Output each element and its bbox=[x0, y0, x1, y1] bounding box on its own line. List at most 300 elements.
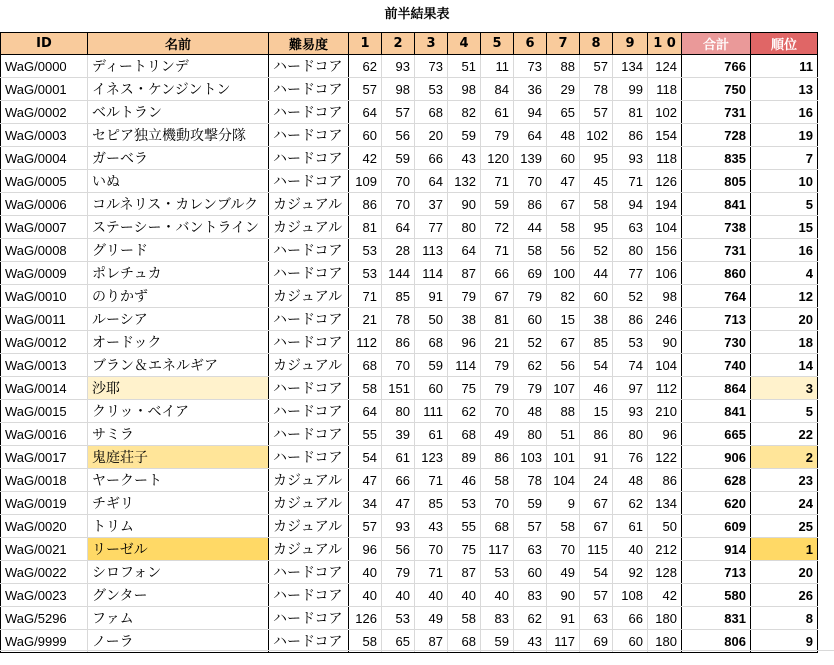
cell-score-round-5[interactable]: 72 bbox=[481, 216, 514, 239]
cell-score-round-2[interactable]: 56 bbox=[382, 538, 415, 561]
cell-score-round-4[interactable]: 58 bbox=[448, 607, 481, 630]
header-round-9[interactable]: 9 bbox=[613, 33, 648, 55]
cell-score-round-5[interactable]: 53 bbox=[481, 561, 514, 584]
cell-score-round-8[interactable]: 78 bbox=[580, 78, 613, 101]
header-round-4[interactable]: 4 bbox=[448, 33, 481, 55]
cell-score-round-5[interactable]: 61 bbox=[481, 101, 514, 124]
cell-name[interactable]: ステーシー・バントライン bbox=[88, 216, 269, 239]
cell-score-round-3[interactable]: 73 bbox=[415, 55, 448, 78]
cell-id[interactable]: WaG/0021 bbox=[1, 538, 88, 561]
cell-score-round-2[interactable]: 57 bbox=[382, 101, 415, 124]
cell-id[interactable]: WaG/0001 bbox=[1, 78, 88, 101]
header-round-6[interactable]: 6 bbox=[514, 33, 547, 55]
cell-total[interactable]: 805 bbox=[682, 170, 751, 193]
cell-rank[interactable]: 1 bbox=[751, 538, 818, 561]
cell-score-round-8[interactable]: 57 bbox=[580, 101, 613, 124]
cell-score-round-9[interactable]: 77 bbox=[613, 262, 648, 285]
cell-score-round-5[interactable]: 86 bbox=[481, 446, 514, 469]
cell-score-round-4[interactable]: 59 bbox=[448, 124, 481, 147]
cell-rank[interactable]: 15 bbox=[751, 216, 818, 239]
cell-id[interactable]: WaG/9999 bbox=[1, 630, 88, 653]
cell-total[interactable]: 764 bbox=[682, 285, 751, 308]
cell-score-round-5[interactable]: 71 bbox=[481, 239, 514, 262]
cell-total[interactable]: 914 bbox=[682, 538, 751, 561]
cell-score-round-6[interactable]: 73 bbox=[514, 55, 547, 78]
cell-score-round-3[interactable]: 123 bbox=[415, 446, 448, 469]
cell-difficulty[interactable]: ハードコア bbox=[269, 262, 349, 285]
cell-total[interactable]: 731 bbox=[682, 239, 751, 262]
cell-difficulty[interactable]: ハードコア bbox=[269, 308, 349, 331]
cell-score-round-1[interactable]: 112 bbox=[349, 331, 382, 354]
cell-score-round-9[interactable]: 97 bbox=[613, 377, 648, 400]
cell-score-round-10[interactable]: 210 bbox=[648, 400, 682, 423]
cell-score-round-10[interactable]: 128 bbox=[648, 561, 682, 584]
cell-score-round-3[interactable]: 71 bbox=[415, 561, 448, 584]
cell-score-round-5[interactable]: 58 bbox=[481, 469, 514, 492]
cell-total[interactable]: 609 bbox=[682, 515, 751, 538]
cell-rank[interactable]: 8 bbox=[751, 607, 818, 630]
cell-rank[interactable]: 22 bbox=[751, 423, 818, 446]
cell-score-round-4[interactable]: 38 bbox=[448, 308, 481, 331]
cell-score-round-1[interactable]: 40 bbox=[349, 584, 382, 607]
cell-score-round-2[interactable]: 78 bbox=[382, 308, 415, 331]
cell-score-round-9[interactable]: 81 bbox=[613, 101, 648, 124]
cell-score-round-8[interactable]: 67 bbox=[580, 515, 613, 538]
cell-score-round-2[interactable]: 28 bbox=[382, 239, 415, 262]
cell-rank[interactable]: 20 bbox=[751, 308, 818, 331]
cell-score-round-6[interactable]: 69 bbox=[514, 262, 547, 285]
cell-id[interactable]: WaG/0012 bbox=[1, 331, 88, 354]
header-round-3[interactable]: 3 bbox=[415, 33, 448, 55]
cell-score-round-9[interactable]: 93 bbox=[613, 147, 648, 170]
cell-id[interactable]: WaG/0020 bbox=[1, 515, 88, 538]
cell-rank[interactable]: 10 bbox=[751, 170, 818, 193]
cell-name[interactable]: ガーベラ bbox=[88, 147, 269, 170]
cell-score-round-8[interactable]: 54 bbox=[580, 354, 613, 377]
cell-difficulty[interactable]: ハードコア bbox=[269, 239, 349, 262]
cell-score-round-4[interactable]: 51 bbox=[448, 55, 481, 78]
cell-score-round-7[interactable]: 67 bbox=[547, 193, 580, 216]
empty-row[interactable] bbox=[0, 650, 834, 665]
cell-score-round-9[interactable]: 71 bbox=[613, 170, 648, 193]
cell-score-round-9[interactable]: 52 bbox=[613, 285, 648, 308]
cell-score-round-5[interactable]: 49 bbox=[481, 423, 514, 446]
cell-total[interactable]: 713 bbox=[682, 308, 751, 331]
cell-score-round-7[interactable]: 48 bbox=[547, 124, 580, 147]
cell-score-round-6[interactable]: 70 bbox=[514, 170, 547, 193]
cell-score-round-1[interactable]: 54 bbox=[349, 446, 382, 469]
cell-score-round-2[interactable]: 39 bbox=[382, 423, 415, 446]
cell-difficulty[interactable]: ハードコア bbox=[269, 446, 349, 469]
cell-score-round-3[interactable]: 60 bbox=[415, 377, 448, 400]
cell-name[interactable]: シロフォン bbox=[88, 561, 269, 584]
cell-score-round-7[interactable]: 88 bbox=[547, 55, 580, 78]
cell-score-round-10[interactable]: 98 bbox=[648, 285, 682, 308]
header-round-10[interactable]: 1 0 bbox=[648, 33, 682, 55]
cell-score-round-7[interactable]: 49 bbox=[547, 561, 580, 584]
cell-name[interactable]: グンター bbox=[88, 584, 269, 607]
cell-score-round-7[interactable]: 67 bbox=[547, 331, 580, 354]
cell-score-round-6[interactable]: 94 bbox=[514, 101, 547, 124]
cell-score-round-2[interactable]: 47 bbox=[382, 492, 415, 515]
cell-difficulty[interactable]: カジュアル bbox=[269, 354, 349, 377]
cell-score-round-7[interactable]: 56 bbox=[547, 239, 580, 262]
cell-score-round-9[interactable]: 40 bbox=[613, 538, 648, 561]
cell-score-round-8[interactable]: 95 bbox=[580, 147, 613, 170]
cell-score-round-9[interactable]: 48 bbox=[613, 469, 648, 492]
cell-total[interactable]: 738 bbox=[682, 216, 751, 239]
cell-score-round-4[interactable]: 98 bbox=[448, 78, 481, 101]
cell-name[interactable]: 鬼庭荘子 bbox=[88, 446, 269, 469]
cell-score-round-4[interactable]: 55 bbox=[448, 515, 481, 538]
cell-score-round-7[interactable]: 58 bbox=[547, 216, 580, 239]
cell-total[interactable]: 835 bbox=[682, 147, 751, 170]
cell-score-round-2[interactable]: 40 bbox=[382, 584, 415, 607]
cell-score-round-8[interactable]: 85 bbox=[580, 331, 613, 354]
cell-score-round-5[interactable]: 70 bbox=[481, 400, 514, 423]
cell-score-round-9[interactable]: 76 bbox=[613, 446, 648, 469]
cell-score-round-6[interactable]: 83 bbox=[514, 584, 547, 607]
cell-score-round-1[interactable]: 126 bbox=[349, 607, 382, 630]
cell-total[interactable]: 728 bbox=[682, 124, 751, 147]
cell-difficulty[interactable]: ハードコア bbox=[269, 78, 349, 101]
cell-id[interactable]: WaG/0002 bbox=[1, 101, 88, 124]
cell-difficulty[interactable]: ハードコア bbox=[269, 377, 349, 400]
cell-name[interactable]: いぬ bbox=[88, 170, 269, 193]
cell-score-round-9[interactable]: 53 bbox=[613, 331, 648, 354]
cell-score-round-6[interactable]: 59 bbox=[514, 492, 547, 515]
cell-score-round-9[interactable]: 60 bbox=[613, 630, 648, 653]
cell-difficulty[interactable]: カジュアル bbox=[269, 469, 349, 492]
cell-id[interactable]: WaG/0006 bbox=[1, 193, 88, 216]
cell-score-round-7[interactable]: 47 bbox=[547, 170, 580, 193]
cell-score-round-9[interactable]: 74 bbox=[613, 354, 648, 377]
cell-name[interactable]: 沙耶 bbox=[88, 377, 269, 400]
cell-difficulty[interactable]: ハードコア bbox=[269, 170, 349, 193]
cell-score-round-1[interactable]: 57 bbox=[349, 78, 382, 101]
cell-score-round-4[interactable]: 68 bbox=[448, 630, 481, 653]
cell-id[interactable]: WaG/0003 bbox=[1, 124, 88, 147]
cell-score-round-10[interactable]: 86 bbox=[648, 469, 682, 492]
cell-score-round-3[interactable]: 61 bbox=[415, 423, 448, 446]
cell-score-round-2[interactable]: 80 bbox=[382, 400, 415, 423]
cell-score-round-1[interactable]: 60 bbox=[349, 124, 382, 147]
cell-total[interactable]: 864 bbox=[682, 377, 751, 400]
cell-score-round-1[interactable]: 96 bbox=[349, 538, 382, 561]
cell-score-round-1[interactable]: 42 bbox=[349, 147, 382, 170]
cell-score-round-1[interactable]: 58 bbox=[349, 377, 382, 400]
cell-difficulty[interactable]: ハードコア bbox=[269, 101, 349, 124]
cell-difficulty[interactable]: カジュアル bbox=[269, 515, 349, 538]
cell-score-round-6[interactable]: 60 bbox=[514, 308, 547, 331]
cell-score-round-9[interactable]: 99 bbox=[613, 78, 648, 101]
cell-score-round-7[interactable]: 29 bbox=[547, 78, 580, 101]
cell-score-round-4[interactable]: 114 bbox=[448, 354, 481, 377]
cell-rank[interactable]: 5 bbox=[751, 400, 818, 423]
cell-total[interactable]: 740 bbox=[682, 354, 751, 377]
cell-score-round-1[interactable]: 47 bbox=[349, 469, 382, 492]
cell-score-round-4[interactable]: 75 bbox=[448, 538, 481, 561]
cell-score-round-8[interactable]: 67 bbox=[580, 492, 613, 515]
cell-score-round-2[interactable]: 65 bbox=[382, 630, 415, 653]
cell-score-round-1[interactable]: 53 bbox=[349, 239, 382, 262]
cell-score-round-3[interactable]: 85 bbox=[415, 492, 448, 515]
cell-total[interactable]: 766 bbox=[682, 55, 751, 78]
header-round-7[interactable]: 7 bbox=[547, 33, 580, 55]
cell-score-round-9[interactable]: 80 bbox=[613, 239, 648, 262]
cell-score-round-9[interactable]: 134 bbox=[613, 55, 648, 78]
cell-score-round-3[interactable]: 66 bbox=[415, 147, 448, 170]
cell-score-round-5[interactable]: 84 bbox=[481, 78, 514, 101]
cell-score-round-10[interactable]: 180 bbox=[648, 607, 682, 630]
cell-score-round-2[interactable]: 59 bbox=[382, 147, 415, 170]
header-round-5[interactable]: 5 bbox=[481, 33, 514, 55]
cell-score-round-6[interactable]: 52 bbox=[514, 331, 547, 354]
cell-score-round-8[interactable]: 57 bbox=[580, 55, 613, 78]
cell-total[interactable]: 841 bbox=[682, 193, 751, 216]
cell-score-round-6[interactable]: 86 bbox=[514, 193, 547, 216]
cell-rank[interactable]: 13 bbox=[751, 78, 818, 101]
cell-score-round-9[interactable]: 61 bbox=[613, 515, 648, 538]
cell-score-round-10[interactable]: 104 bbox=[648, 354, 682, 377]
cell-name[interactable]: ベルトラン bbox=[88, 101, 269, 124]
cell-difficulty[interactable]: ハードコア bbox=[269, 423, 349, 446]
header-round-8[interactable]: 8 bbox=[580, 33, 613, 55]
cell-score-round-7[interactable]: 70 bbox=[547, 538, 580, 561]
cell-score-round-4[interactable]: 64 bbox=[448, 239, 481, 262]
cell-rank[interactable]: 12 bbox=[751, 285, 818, 308]
cell-score-round-10[interactable]: 96 bbox=[648, 423, 682, 446]
cell-name[interactable]: リーゼル bbox=[88, 538, 269, 561]
cell-difficulty[interactable]: カジュアル bbox=[269, 216, 349, 239]
cell-score-round-6[interactable]: 62 bbox=[514, 354, 547, 377]
cell-score-round-5[interactable]: 79 bbox=[481, 354, 514, 377]
cell-id[interactable]: WaG/0022 bbox=[1, 561, 88, 584]
cell-score-round-3[interactable]: 68 bbox=[415, 331, 448, 354]
cell-score-round-9[interactable]: 93 bbox=[613, 400, 648, 423]
cell-name[interactable]: サミラ bbox=[88, 423, 269, 446]
cell-difficulty[interactable]: カジュアル bbox=[269, 538, 349, 561]
cell-score-round-1[interactable]: 71 bbox=[349, 285, 382, 308]
cell-total[interactable]: 841 bbox=[682, 400, 751, 423]
cell-id[interactable]: WaG/0004 bbox=[1, 147, 88, 170]
cell-score-round-1[interactable]: 81 bbox=[349, 216, 382, 239]
cell-score-round-5[interactable]: 11 bbox=[481, 55, 514, 78]
cell-score-round-4[interactable]: 75 bbox=[448, 377, 481, 400]
cell-id[interactable]: WaG/0016 bbox=[1, 423, 88, 446]
cell-score-round-5[interactable]: 59 bbox=[481, 193, 514, 216]
cell-score-round-1[interactable]: 64 bbox=[349, 101, 382, 124]
cell-score-round-3[interactable]: 68 bbox=[415, 101, 448, 124]
cell-difficulty[interactable]: ハードコア bbox=[269, 400, 349, 423]
cell-difficulty[interactable]: ハードコア bbox=[269, 607, 349, 630]
cell-score-round-8[interactable]: 52 bbox=[580, 239, 613, 262]
cell-score-round-8[interactable]: 60 bbox=[580, 285, 613, 308]
cell-score-round-2[interactable]: 144 bbox=[382, 262, 415, 285]
cell-id[interactable]: WaG/0018 bbox=[1, 469, 88, 492]
cell-rank[interactable]: 18 bbox=[751, 331, 818, 354]
cell-score-round-7[interactable]: 58 bbox=[547, 515, 580, 538]
cell-score-round-4[interactable]: 43 bbox=[448, 147, 481, 170]
cell-score-round-5[interactable]: 40 bbox=[481, 584, 514, 607]
cell-score-round-7[interactable]: 90 bbox=[547, 584, 580, 607]
cell-difficulty[interactable]: ハードコア bbox=[269, 584, 349, 607]
cell-total[interactable]: 731 bbox=[682, 101, 751, 124]
cell-total[interactable]: 906 bbox=[682, 446, 751, 469]
cell-total[interactable]: 620 bbox=[682, 492, 751, 515]
cell-score-round-8[interactable]: 91 bbox=[580, 446, 613, 469]
cell-score-round-8[interactable]: 69 bbox=[580, 630, 613, 653]
cell-score-round-4[interactable]: 62 bbox=[448, 400, 481, 423]
cell-score-round-6[interactable]: 63 bbox=[514, 538, 547, 561]
cell-score-round-9[interactable]: 108 bbox=[613, 584, 648, 607]
cell-score-round-10[interactable]: 118 bbox=[648, 147, 682, 170]
cell-score-round-5[interactable]: 68 bbox=[481, 515, 514, 538]
cell-score-round-5[interactable]: 79 bbox=[481, 377, 514, 400]
cell-name[interactable]: のりかず bbox=[88, 285, 269, 308]
cell-id[interactable]: WaG/0005 bbox=[1, 170, 88, 193]
cell-score-round-6[interactable]: 44 bbox=[514, 216, 547, 239]
cell-rank[interactable]: 4 bbox=[751, 262, 818, 285]
cell-difficulty[interactable]: ハードコア bbox=[269, 147, 349, 170]
cell-score-round-2[interactable]: 66 bbox=[382, 469, 415, 492]
cell-id[interactable]: WaG/0017 bbox=[1, 446, 88, 469]
cell-rank[interactable]: 16 bbox=[751, 101, 818, 124]
cell-score-round-2[interactable]: 79 bbox=[382, 561, 415, 584]
cell-score-round-8[interactable]: 44 bbox=[580, 262, 613, 285]
cell-score-round-6[interactable]: 80 bbox=[514, 423, 547, 446]
cell-score-round-7[interactable]: 101 bbox=[547, 446, 580, 469]
cell-total[interactable]: 730 bbox=[682, 331, 751, 354]
cell-score-round-5[interactable]: 70 bbox=[481, 492, 514, 515]
cell-score-round-1[interactable]: 55 bbox=[349, 423, 382, 446]
cell-rank[interactable]: 26 bbox=[751, 584, 818, 607]
cell-score-round-4[interactable]: 79 bbox=[448, 285, 481, 308]
cell-rank[interactable]: 5 bbox=[751, 193, 818, 216]
cell-score-round-2[interactable]: 70 bbox=[382, 193, 415, 216]
cell-score-round-4[interactable]: 96 bbox=[448, 331, 481, 354]
cell-name[interactable]: セピア独立機動攻撃分隊 bbox=[88, 124, 269, 147]
cell-score-round-6[interactable]: 64 bbox=[514, 124, 547, 147]
cell-score-round-3[interactable]: 77 bbox=[415, 216, 448, 239]
cell-score-round-1[interactable]: 109 bbox=[349, 170, 382, 193]
cell-score-round-10[interactable]: 90 bbox=[648, 331, 682, 354]
cell-rank[interactable]: 20 bbox=[751, 561, 818, 584]
cell-rank[interactable]: 9 bbox=[751, 630, 818, 653]
cell-score-round-10[interactable]: 50 bbox=[648, 515, 682, 538]
cell-score-round-10[interactable]: 134 bbox=[648, 492, 682, 515]
cell-score-round-5[interactable]: 67 bbox=[481, 285, 514, 308]
cell-name[interactable]: ルーシア bbox=[88, 308, 269, 331]
cell-rank[interactable]: 3 bbox=[751, 377, 818, 400]
cell-score-round-2[interactable]: 56 bbox=[382, 124, 415, 147]
cell-score-round-6[interactable]: 79 bbox=[514, 377, 547, 400]
cell-total[interactable]: 806 bbox=[682, 630, 751, 653]
cell-score-round-8[interactable]: 95 bbox=[580, 216, 613, 239]
cell-score-round-4[interactable]: 82 bbox=[448, 101, 481, 124]
cell-name[interactable]: ブラン＆エネルギア bbox=[88, 354, 269, 377]
header-round-1[interactable]: 1 bbox=[349, 33, 382, 55]
cell-difficulty[interactable]: ハードコア bbox=[269, 55, 349, 78]
cell-score-round-8[interactable]: 115 bbox=[580, 538, 613, 561]
cell-score-round-4[interactable]: 87 bbox=[448, 561, 481, 584]
cell-score-round-4[interactable]: 68 bbox=[448, 423, 481, 446]
cell-score-round-9[interactable]: 80 bbox=[613, 423, 648, 446]
cell-score-round-2[interactable]: 53 bbox=[382, 607, 415, 630]
cell-score-round-7[interactable]: 9 bbox=[547, 492, 580, 515]
cell-score-round-4[interactable]: 87 bbox=[448, 262, 481, 285]
cell-score-round-8[interactable]: 58 bbox=[580, 193, 613, 216]
cell-name[interactable]: トリム bbox=[88, 515, 269, 538]
cell-score-round-10[interactable]: 212 bbox=[648, 538, 682, 561]
cell-score-round-2[interactable]: 151 bbox=[382, 377, 415, 400]
cell-score-round-6[interactable]: 57 bbox=[514, 515, 547, 538]
cell-score-round-1[interactable]: 21 bbox=[349, 308, 382, 331]
cell-total[interactable]: 860 bbox=[682, 262, 751, 285]
cell-rank[interactable]: 16 bbox=[751, 239, 818, 262]
cell-name[interactable]: ヤークート bbox=[88, 469, 269, 492]
cell-rank[interactable]: 19 bbox=[751, 124, 818, 147]
cell-id[interactable]: WaG/5296 bbox=[1, 607, 88, 630]
cell-score-round-7[interactable]: 91 bbox=[547, 607, 580, 630]
cell-score-round-6[interactable]: 78 bbox=[514, 469, 547, 492]
cell-name[interactable]: ポレチュカ bbox=[88, 262, 269, 285]
cell-score-round-5[interactable]: 81 bbox=[481, 308, 514, 331]
cell-name[interactable]: コルネリス・カレンブルク bbox=[88, 193, 269, 216]
header-difficulty[interactable]: 難易度 bbox=[269, 33, 349, 55]
cell-score-round-8[interactable]: 57 bbox=[580, 584, 613, 607]
cell-name[interactable]: ファム bbox=[88, 607, 269, 630]
cell-score-round-10[interactable]: 154 bbox=[648, 124, 682, 147]
cell-score-round-10[interactable]: 246 bbox=[648, 308, 682, 331]
cell-name[interactable]: ディートリンデ bbox=[88, 55, 269, 78]
cell-score-round-7[interactable]: 107 bbox=[547, 377, 580, 400]
cell-score-round-2[interactable]: 70 bbox=[382, 170, 415, 193]
cell-rank[interactable]: 14 bbox=[751, 354, 818, 377]
cell-score-round-10[interactable]: 118 bbox=[648, 78, 682, 101]
cell-score-round-3[interactable]: 50 bbox=[415, 308, 448, 331]
cell-name[interactable]: イネス・ケンジントン bbox=[88, 78, 269, 101]
cell-score-round-7[interactable]: 60 bbox=[547, 147, 580, 170]
cell-score-round-10[interactable]: 42 bbox=[648, 584, 682, 607]
cell-name[interactable]: グリード bbox=[88, 239, 269, 262]
header-total[interactable]: 合計 bbox=[682, 33, 751, 55]
cell-score-round-3[interactable]: 40 bbox=[415, 584, 448, 607]
cell-score-round-5[interactable]: 120 bbox=[481, 147, 514, 170]
cell-score-round-4[interactable]: 132 bbox=[448, 170, 481, 193]
cell-score-round-10[interactable]: 122 bbox=[648, 446, 682, 469]
cell-id[interactable]: WaG/0011 bbox=[1, 308, 88, 331]
cell-score-round-1[interactable]: 40 bbox=[349, 561, 382, 584]
cell-difficulty[interactable]: ハードコア bbox=[269, 331, 349, 354]
cell-score-round-3[interactable]: 20 bbox=[415, 124, 448, 147]
cell-id[interactable]: WaG/0019 bbox=[1, 492, 88, 515]
cell-score-round-7[interactable]: 65 bbox=[547, 101, 580, 124]
cell-id[interactable]: WaG/0008 bbox=[1, 239, 88, 262]
cell-score-round-8[interactable]: 45 bbox=[580, 170, 613, 193]
cell-score-round-9[interactable]: 94 bbox=[613, 193, 648, 216]
cell-score-round-7[interactable]: 104 bbox=[547, 469, 580, 492]
cell-score-round-3[interactable]: 43 bbox=[415, 515, 448, 538]
cell-name[interactable]: ノーラ bbox=[88, 630, 269, 653]
cell-score-round-3[interactable]: 59 bbox=[415, 354, 448, 377]
cell-score-round-7[interactable]: 88 bbox=[547, 400, 580, 423]
cell-score-round-10[interactable]: 112 bbox=[648, 377, 682, 400]
cell-name[interactable]: チギリ bbox=[88, 492, 269, 515]
cell-score-round-10[interactable]: 194 bbox=[648, 193, 682, 216]
cell-score-round-5[interactable]: 83 bbox=[481, 607, 514, 630]
cell-score-round-4[interactable]: 53 bbox=[448, 492, 481, 515]
